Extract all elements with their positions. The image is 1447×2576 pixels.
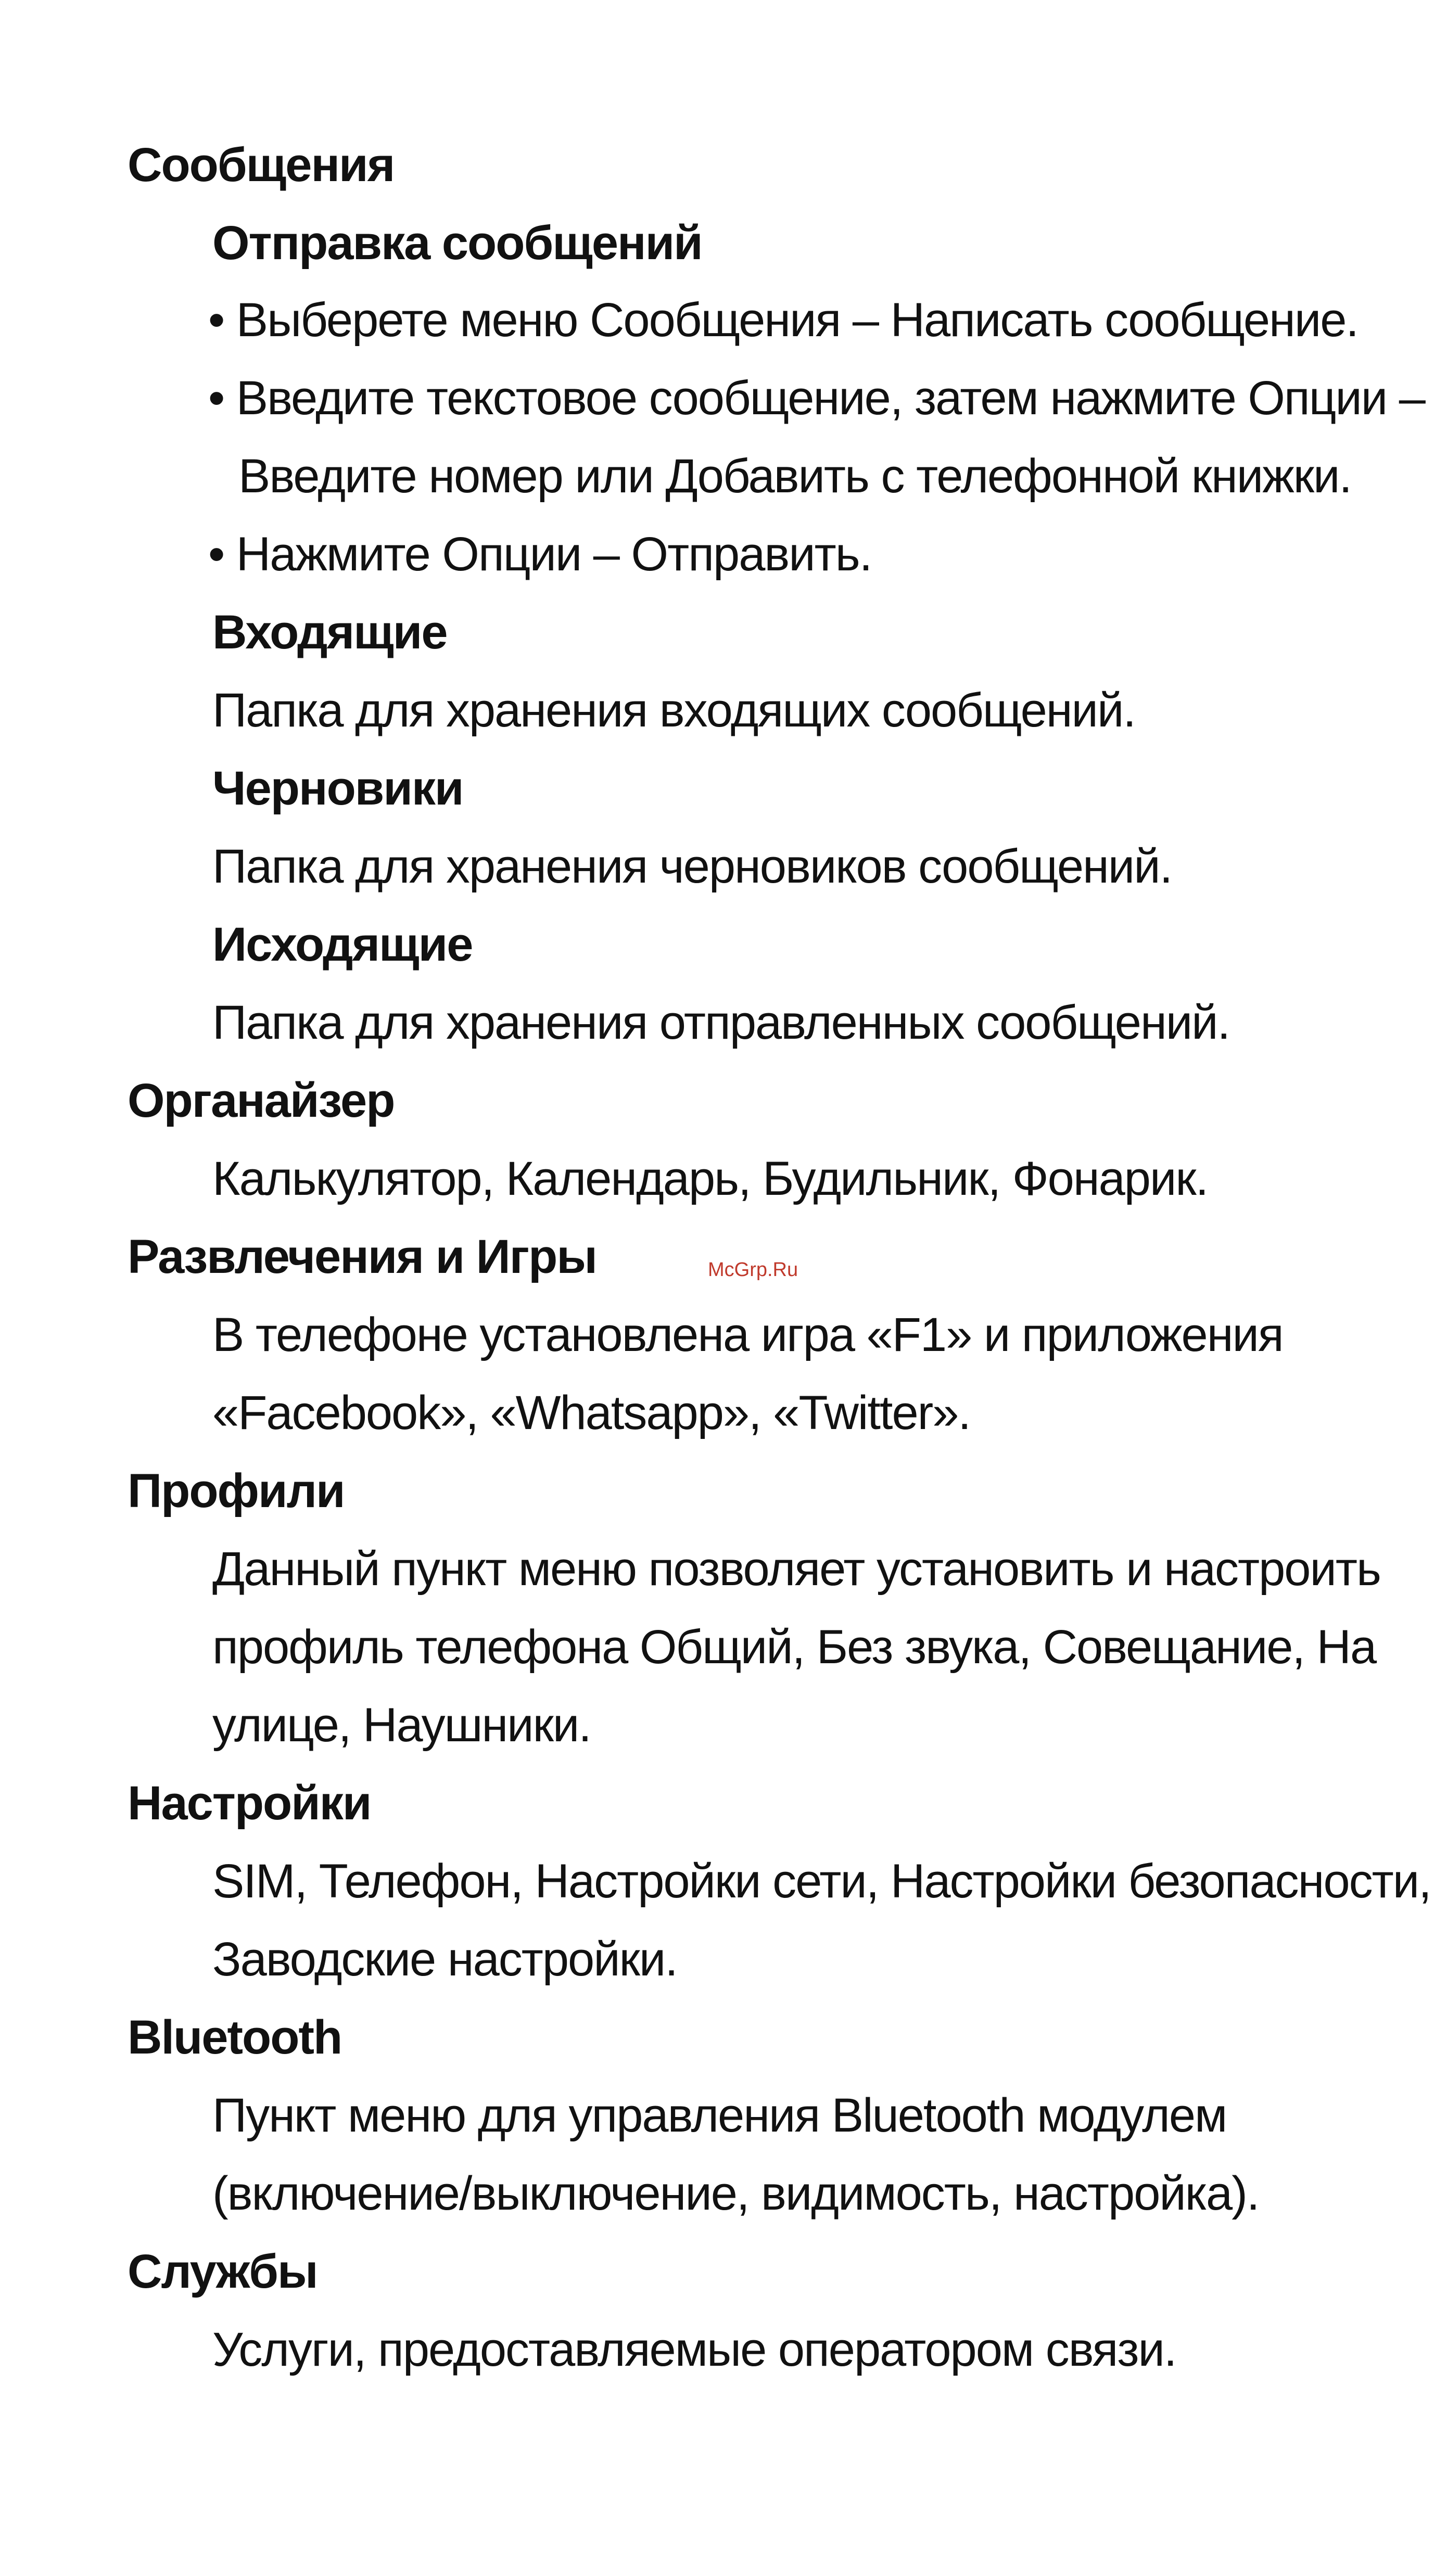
section-title-messages: Сообщения xyxy=(128,138,395,192)
section-title-settings: Настройки xyxy=(128,1777,371,1830)
profiles-description-line-1: Данный пункт меню позволяет установить и настроить xyxy=(212,1542,1380,1596)
subsection-title-inbox: Входящие xyxy=(212,606,447,659)
send-step-1: • Выберете меню Сообщения – Написать сообщение. xyxy=(208,294,1358,347)
subsection-title-send: Отправка сообщений xyxy=(212,216,702,270)
organizer-description: Калькулятор, Календарь, Будильник, Фонарик. xyxy=(212,1152,1208,1205)
send-step-2-continued: Введите номер или Добавить с телефонной книжки. xyxy=(238,450,1351,503)
services-description: Услуги, предоставляемые оператором связи. xyxy=(212,2323,1176,2376)
bluetooth-description-line-2: (включение/выключение, видимость, настройка). xyxy=(212,2167,1259,2220)
send-step-2: • Введите текстовое сообщение, затем нажмите Опции – xyxy=(208,372,1425,425)
entertainment-description-line-1: В телефоне установлена игра «F1» и приложения xyxy=(212,1308,1283,1361)
send-step-3: • Нажмите Опции – Отправить. xyxy=(208,528,872,581)
profiles-description-line-2: профиль телефона Общий, Без звука, Совещание, На xyxy=(212,1621,1376,1674)
settings-description-line-2: Заводские настройки. xyxy=(212,1933,677,1986)
bluetooth-description-line-1: Пункт меню для управления Bluetooth модулем xyxy=(212,2089,1227,2142)
outbox-description: Папка для хранения отправленных сообщений. xyxy=(212,996,1230,1049)
section-title-organizer: Органайзер xyxy=(128,1074,395,1127)
inbox-description: Папка для хранения входящих сообщений. xyxy=(212,684,1135,737)
section-title-services: Службы xyxy=(128,2245,318,2298)
drafts-description: Папка для хранения черновиков сообщений. xyxy=(212,840,1172,893)
settings-description-line-1: SIM, Телефон, Настройки сети, Настройки безопасности, xyxy=(212,1855,1431,1908)
watermark-text: McGrp.Ru xyxy=(708,1259,798,1281)
subsection-title-drafts: Черновики xyxy=(212,762,463,815)
section-title-bluetooth: Bluetooth xyxy=(128,2011,342,2064)
section-title-profiles: Профили xyxy=(128,1464,345,1517)
subsection-title-outbox: Исходящие xyxy=(212,918,473,971)
section-title-entertainment: Развлечения и Игры xyxy=(128,1230,596,1283)
profiles-description-line-3: улице, Наушники. xyxy=(212,1699,591,1752)
entertainment-description-line-2: «Facebook», «Whatsapp», «Twitter». xyxy=(212,1386,970,1439)
